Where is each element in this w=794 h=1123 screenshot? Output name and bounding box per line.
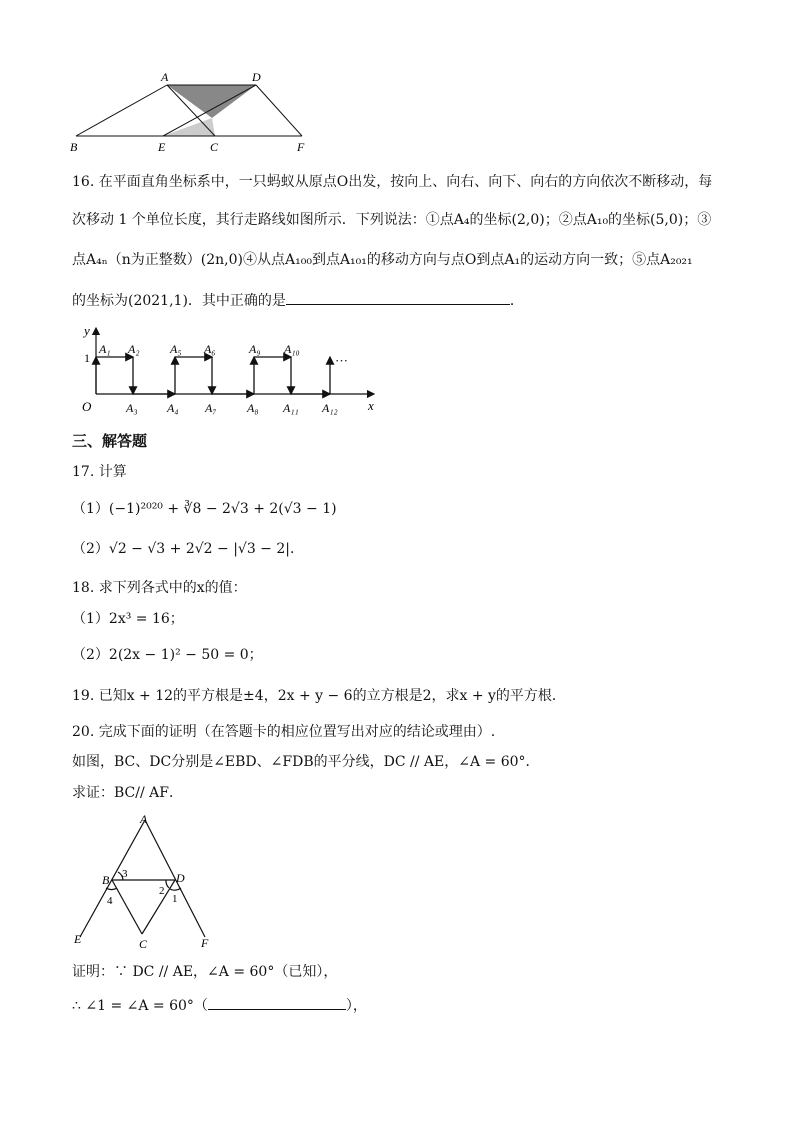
q16-line4-text: 的坐标为(2021,1)．其中正确的是: [72, 293, 286, 309]
label-A6: A₆: [204, 342, 216, 356]
label-A: A: [161, 70, 169, 84]
fig20-angle1: 1: [172, 893, 178, 905]
fig20-angle2: 2: [159, 885, 165, 897]
label-A8: A₈: [247, 401, 259, 415]
q20-title: 20. 完成下面的证明（在答题卡的相应位置写出对应的结论或理由）.: [72, 724, 496, 740]
label-A5: A₅: [170, 342, 182, 356]
label-C: C: [210, 140, 219, 154]
label-F: F: [297, 140, 305, 154]
q19-text: 19. 已知x + 12的平方根是±4，2x + y − 6的立方根是2，求x + y的平方根．: [72, 688, 566, 704]
figure-q20: [70, 810, 220, 955]
fig20-A: A: [140, 812, 148, 826]
q20-proof2: [72, 995, 367, 1016]
tick-one: 1: [84, 351, 90, 365]
q16-line3: 点A₄ₙ（n为正整数）(2n,0)④从点A₁₀₀到点A₁₀₁的移动方向与点O到点A₁的运动方向一致；⑤点A₂₀₂₁: [72, 252, 693, 268]
fig20-D: D: [176, 871, 185, 885]
label-A11: A₁₁: [283, 401, 299, 415]
q18-part1: （1）2x³ = 16；: [72, 611, 184, 627]
label-B: B: [70, 140, 78, 154]
fig20-angle3: 3: [122, 868, 128, 880]
figure-q16-path: [74, 322, 394, 418]
fig20-F: F: [201, 936, 209, 950]
label-A12: A₁₂: [322, 401, 338, 415]
fig20-angle4: 4: [107, 895, 113, 907]
label-A2: A₂: [128, 342, 140, 356]
section-heading: 三、解答题: [72, 432, 148, 450]
fig20-E: E: [74, 932, 82, 946]
axis-x-label: x: [368, 398, 374, 413]
label-A7: A₇: [205, 401, 217, 415]
q20-given: 如图，BC、DC分别是∠EBD、∠FDB的平分线，DC // AE，∠A = 60°．: [72, 754, 540, 770]
label-A3: A₃: [126, 401, 138, 415]
q18-part2: （2）2(2x − 1)² − 50 = 0；: [72, 647, 263, 663]
figure-q15: [60, 62, 320, 157]
q20-proof2-a: ∴ ∠1 = ∠A = 60°（: [72, 998, 208, 1014]
q17-part2: （2）√2 − √3 + 2√2 − |√3 − 2|．: [72, 541, 304, 557]
answer-blank-q20-reason1[interactable]: [208, 995, 346, 1010]
dots: ···: [335, 353, 348, 368]
origin-label: O: [82, 399, 92, 414]
axis-y-label: y: [84, 323, 90, 338]
label-A4: A₄: [167, 401, 179, 415]
label-A9: A₉: [249, 342, 261, 356]
label-D: D: [252, 70, 261, 84]
answer-blank-q16[interactable]: [286, 290, 510, 305]
q16-line1: 16. 在平面直角坐标系中，一只蚂蚁从原点O出发，按向上、向右、向下、向右的方向依次不断移动，每: [72, 174, 713, 190]
q16-line4-end: ．: [509, 293, 524, 309]
fig20-C: C: [139, 937, 148, 951]
q20-prove: 求证：BC// AF．: [72, 785, 183, 801]
q20-proof1: 证明：∵ DC // AE，∠A = 60°（已知），: [72, 964, 338, 980]
fig20-B: B: [102, 873, 110, 887]
q20-proof2-b: ），: [345, 998, 367, 1014]
q18-title: 18. 求下列各式中的x的值：: [72, 580, 247, 596]
q16-line2: 次移动 1 个单位长度，其行走路线如图所示．下列说法：①点A₄的坐标(2,0)；②点A₁₀的坐标(5,0)；③: [72, 212, 712, 228]
label-A1: A₁: [99, 342, 111, 356]
q17-part1: （1）(−1)²⁰²⁰ + ∛8 − 2√3 + 2(√3 − 1): [72, 501, 337, 517]
q16-line4: [72, 290, 524, 311]
label-A10: A₁₀: [284, 342, 300, 356]
q17-title: 17. 计算: [72, 464, 127, 480]
label-E: E: [158, 140, 166, 154]
